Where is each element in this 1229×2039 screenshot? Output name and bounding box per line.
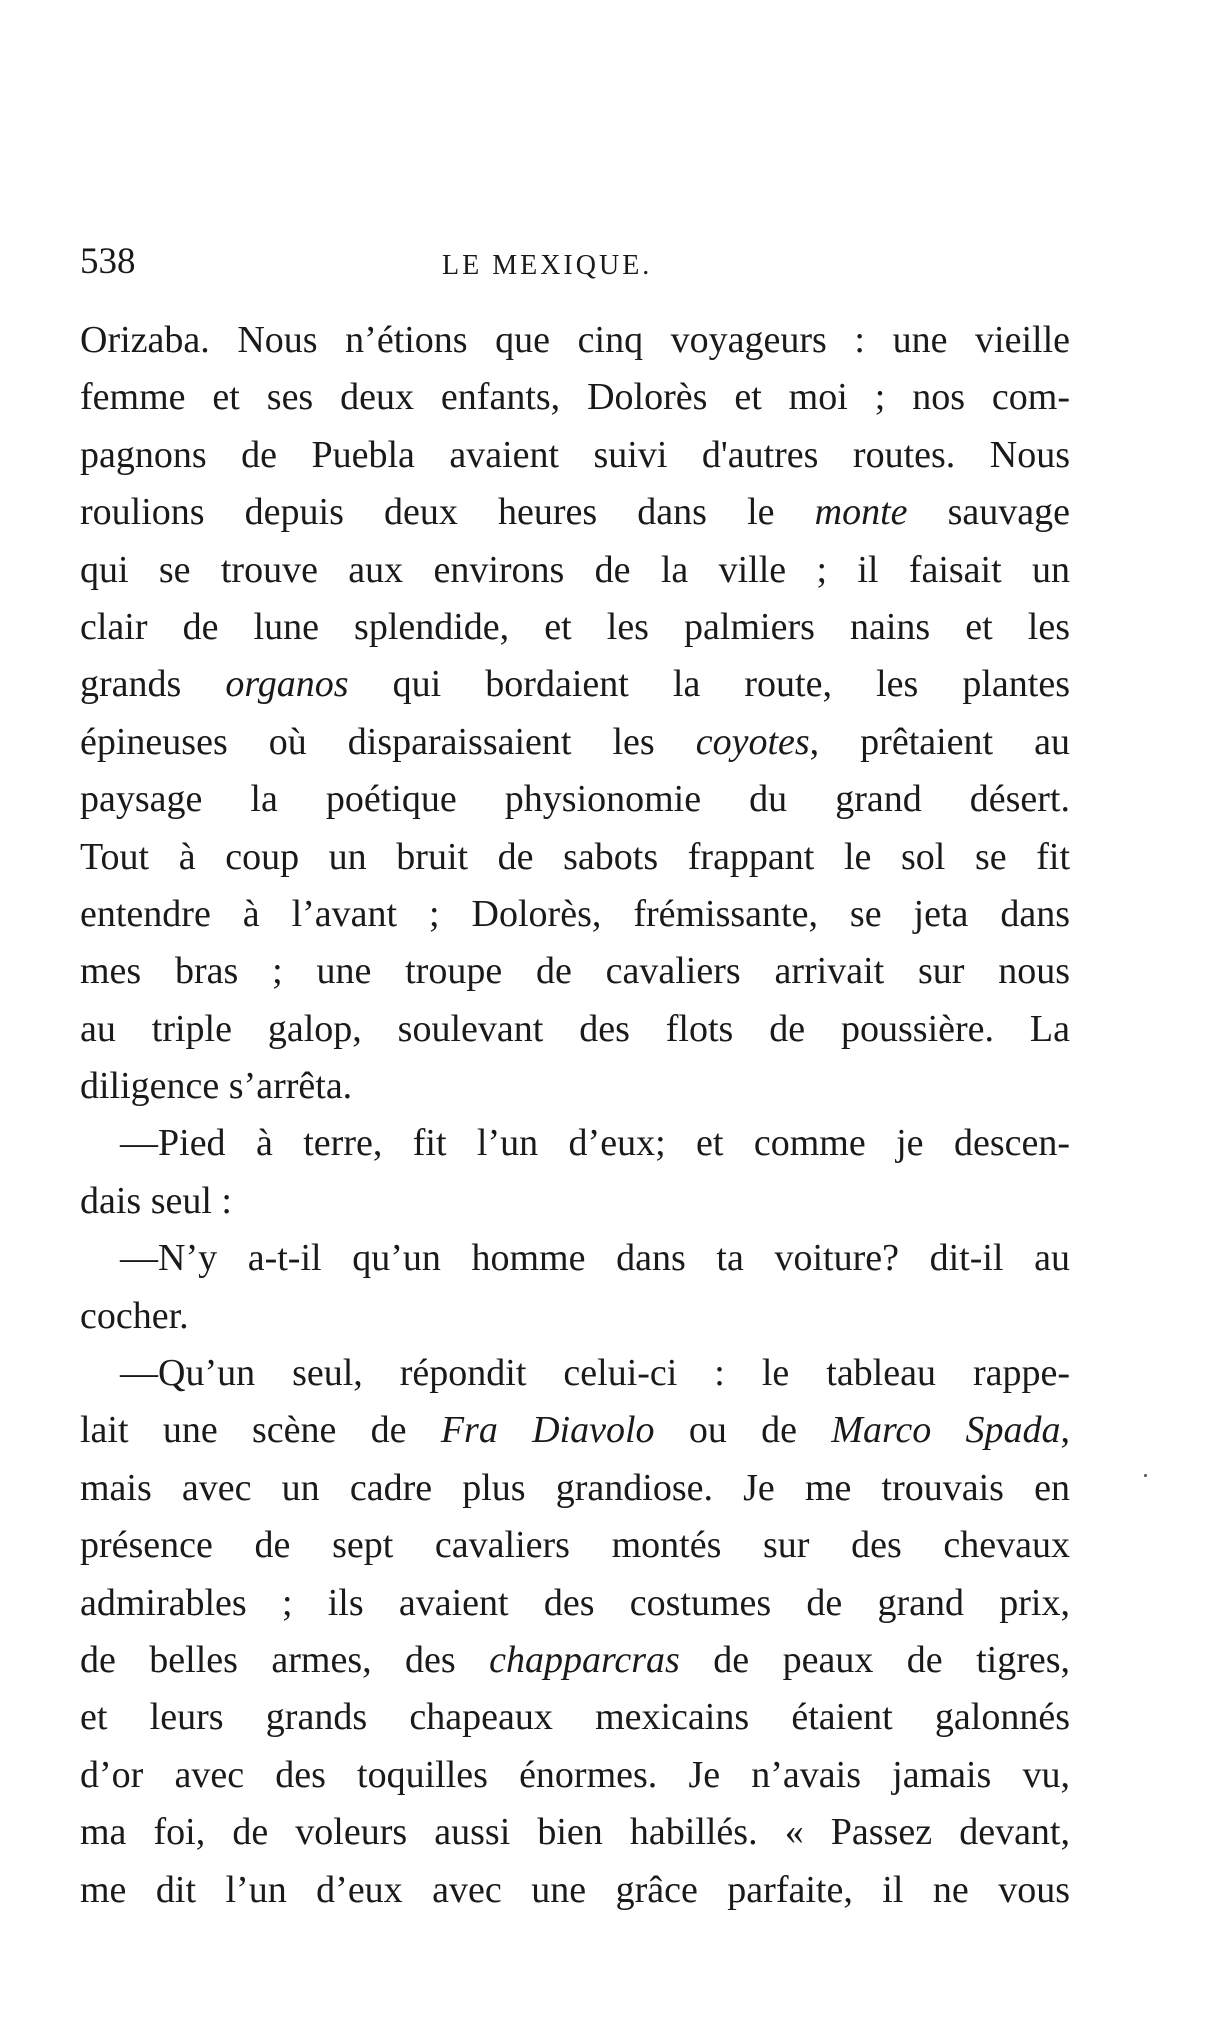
italic-term: Fra Diavolo [440,1409,655,1452]
text-line: cocher. [80,1294,189,1337]
text-line [80,1402,1070,1459]
ink-speck [1144,1474,1147,1477]
text-line: Orizaba. Nous n’étions que cinq voyageurs : une vieille [80,319,1070,361]
text-line: clair de lune splendide, et les palmiers nains et les [80,605,1070,648]
text-line: —Qu’un seul, répondit celui-ci : le tableau rappe- [120,1352,1070,1395]
text-span: lait une scène de [80,1409,441,1452]
body-text [80,312,1070,1919]
text-line: mes bras ; une troupe de cavaliers arrivait sur nous [80,950,1070,993]
text-line: qui se trouve aux environs de la ville ; il faisait un [80,548,1070,591]
text-line: pagnons de Puebla avaient suivi d'autres routes. Nous [80,433,1070,476]
italic-term: organos [225,663,349,706]
text-line: admirables ; ils avaient des costumes de grand prix, [80,1581,1070,1624]
text-span: de peaux de tigres, [679,1638,1070,1681]
text-line: femme et ses deux enfants, Dolorès et moi ; nos com- [80,376,1070,419]
text-span: grands [80,663,226,706]
text-span: ou de [654,1409,832,1452]
page-number: 538 [80,241,136,282]
text-line [80,656,1070,713]
text-span: sauvage [907,491,1071,534]
text-span: qui bordaient la route, les plantes [348,663,1070,706]
text-line [80,714,1070,771]
text-line: diligence s’arrêta. [80,1065,353,1108]
text-line: et leurs grands chapeaux mexicains étaient galonnés [80,1696,1070,1739]
running-head: LE MEXIQUE. [442,250,653,281]
text-line: entendre à l’avant ; Dolorès, frémissante, se jeta dans [80,892,1070,935]
text-span: , [1060,1409,1070,1452]
italic-term: chapparcras [489,1638,680,1681]
text-line: au triple galop, soulevant des flots de poussière. La [80,1007,1070,1050]
text-span: épineuses où disparaissaient les [80,720,696,763]
text-line: paysage la poétique physionomie du grand désert. [80,778,1070,821]
text-line: me dit l’un d’eux avec une grâce parfaite, il ne vous [80,1868,1070,1911]
text-line [80,1632,1070,1689]
text-line: mais avec un cadre plus grandiose. Je me trouvais en [80,1466,1070,1509]
text-span: roulions depuis deux heures dans le [80,491,815,534]
italic-term: monte [814,491,908,534]
text-span: de belles armes, des [80,1638,490,1681]
italic-term: coyotes [695,720,810,763]
italic-term: Marco Spada [831,1409,1061,1452]
text-line: Tout à coup un bruit de sabots frappant le sol se fit [80,835,1070,878]
text-line: présence de sept cavaliers montés sur des chevaux [80,1524,1070,1567]
text-line: dais seul : [80,1179,232,1222]
text-line: ma foi, de voleurs aussi bien habillés. « Passez devant, [80,1811,1070,1854]
text-line [80,484,1070,541]
text-line: d’or avec des toquilles énormes. Je n’avais jamais vu, [80,1753,1070,1796]
text-line: —N’y a-t-il qu’un homme dans ta voiture? dit-il au [120,1237,1070,1280]
text-span: , prêtaient au [809,720,1070,763]
text-line: —Pied à terre, fit l’un d’eux; et comme je descen- [120,1122,1070,1165]
